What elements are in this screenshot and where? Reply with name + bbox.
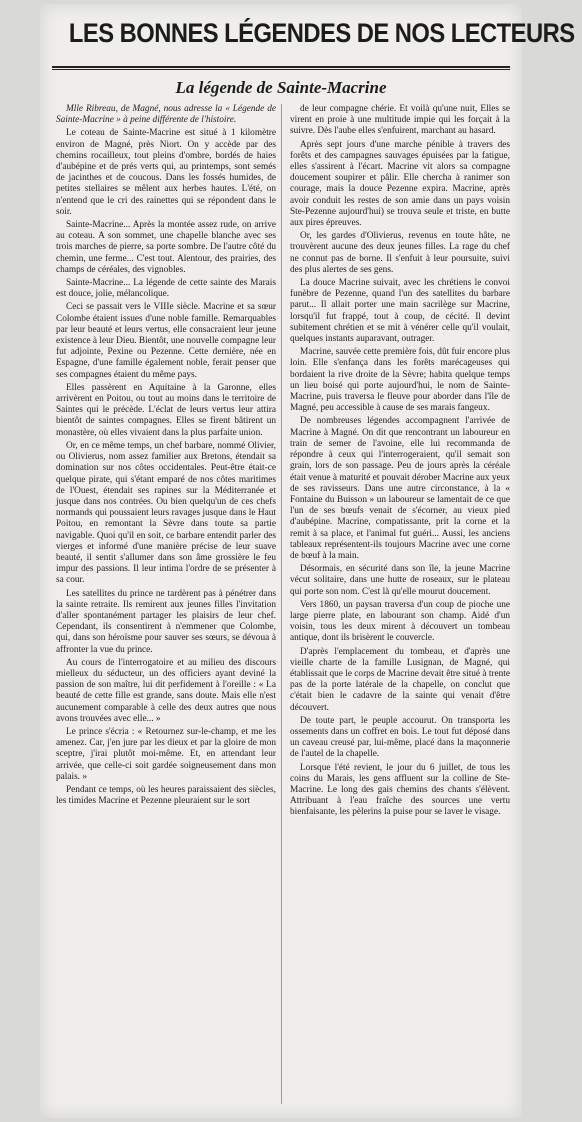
paragraph: Vers 1860, un paysan traversa d'un coup de pioche une large pierre plate, en labourant son champ. Aidé d'un voisin, tous les deux mirent à découvert un tombeau antique, dont ils brisèrent le couvercle. — [290, 599, 510, 644]
right-column — [290, 104, 510, 1109]
paragraph: De toute part, le peuple accourut. On transporta les ossements dans un coffret en bois. Le tout fut déposé dans un caveau creusé par, lui-même, placé dans la maçonnerie de l'autel de la chapelle. — [290, 715, 510, 760]
paragraph: Ceci se passait vers le VIIIe siècle. Macrine et sa sœur Colombe étaient issues d'une noble famille. Remarquables par leur beauté et leurs vertus, elle consacraient leur jeune existence à leur Dieu. Bientôt, une nouvelle compagne leur fut adjointe, Pexine ou Pezenne. Cette dernière, née en Espagne, d'une famille également noble, ferait penser que ses compagnes étaient du même pays. — [56, 302, 276, 380]
paragraph: Le coteau de Sainte-Macrine est situé à 1 kilomètre environ de Magné, près Niort. On y accède par des chemins rocailleux, tout pleins d'ombre, bordés de haies d'aubépine et de prés verts qui, au printemps, sont semés de jacinthes et de coucous. Dans les fossés humides, de petites stellaires se mêlent aux herbes hautes. L'été, on n'entend que le cri des rainettes qui se répondent dans le soir. — [56, 128, 276, 217]
paragraph: Désormais, en sécurité dans son île, la jeune Macrine vécut solitaire, dans une hutte de roseaux, sur le plateau qui porte son nom. C'est là qu'elle mourut doucement. — [290, 564, 510, 597]
newspaper-clipping — [40, 4, 575, 1118]
headline-rule — [52, 66, 510, 68]
paragraph: Or, en ce même temps, un chef barbare, nommé Olivier, ou Olivierus, nom assez familier aux Bretons, étendait sa domination sur nos côtes occidentales. Peut-être était-ce quelque pirate, qui s'étant emparé de nos côtes maritimes de l'Ouest, étendait ses rapines sur la Méditerranée et jusque dans nos contrées. Ou bien quelqu'un de ces chefs normands qui poussaient leurs ravages jusque dans le Haut Poitou, en remontant la Sèvre dans toute sa partie navigable. Quoi qu'il en soit, ce barbare entendit parler des vierges et informé d'une manière précise de leur suave beauté, il sentit s'allumer dans son âme grossière le feu impur des passions. Il leur intima l'ordre de se présenter à sa cour. — [56, 440, 276, 586]
paragraph: Sainte-Macrine... La légende de cette sainte des Marais est douce, jolie, mélancolique. — [56, 278, 276, 300]
paragraph: Pendant ce temps, où les heures paraissaient des siècles, les timides Macrine et Pezenne pleuraient sur le sort — [56, 784, 276, 807]
paragraph: Lorsque l'été revient, le jour du 6 juillet, de tous les coins du Marais, les gens affluent sur la colline de Ste-Macrine. Le long des gais chemins des chants s'élèvent. Attribuant à l'eau fraîche des sources une vertu bienfaisante, les pèlerins la puise pour se laver le visage. — [290, 762, 510, 818]
paragraph: Les satellites du prince ne tardèrent pas à pénétrer dans la sainte retraite. Ils remirent aux jeunes filles l'invitation d'aller spontanément partager les plaisirs de leur chef. Cependant, ils consentirent à n'emmener que Colombe, qui, dans son héroïsme pour sauver ses sœurs, se dévoua à affronter la vue du prince. — [56, 588, 276, 655]
paragraph: Or, les gardes d'Olivierus, revenus en toute hâte, ne trouvèrent aucune des deux jeunes filles. La rage du chef ne connut pas de borne. Il s'enfuit à leur poursuite, suivi des plus alertes de ses gens. — [290, 231, 510, 275]
left-column — [56, 104, 276, 1109]
paragraph: D'après l'emplacement du tombeau, et d'après une vieille charte de la famille Lusignan, de Magné, qui établissait que le corps de Macrine devait être situé à trente pas de la porte latérale de la chapelle, on conclut que c'était bien le cadavre de la sainte qui venait d'être découvert. — [290, 646, 510, 713]
article-title: La légende de Sainte-Macrine — [175, 78, 387, 97]
paragraph: Macrine, sauvée cette première fois, dût fuir encore plus loin. Elle s'enfança dans les forêts marécageuses qui bordaient la rive droite de la Sèvre; habita quelque temps un lieu boisé qui porte aujourd'hui, le nom de Sainte-Macrine, puis traversa le fleuve pour aborder dans l'île de Magné, peu accessible à cause de ses marais fangeux. — [290, 347, 510, 414]
paragraph: Mlle Ribreau, de Magné, nous adresse la « Légende de Sainte-Macrine » à peine différente de l'histoire. — [56, 104, 276, 126]
paragraph: Elles passèrent en Aquitaine à la Garonne, elles arrivèrent en Poitou, ou tout au moins dans le territoire de Saintes qui le précède. L'éclat de leurs vertus leur attira bientôt de saintes compagnes. Elles se firent bâtirent un monastère, où elles vivaient dans la plus parfaite union. — [56, 382, 276, 438]
paragraph: Après sept jours d'une marche pénible à travers des forêts et des campagnes sauvages épuisées par la fatigue, elles s'assirent à l'écart. Macrine vit alors sa compagne doucement soupirer et pâlir. Elle chercha à ranimer son courage, mais la douce Pezenne expira. Macrine, après avoir conduit les restes de son amie dans un pays voisin Ste-Pezenne aujourd'hui) se trouva seule et triste, en butte aux pires épreuves. — [290, 139, 510, 229]
column-divider — [281, 104, 282, 1104]
paragraph: de leur compagne chérie. Et voilà qu'une nuit, Elles se virent en proie à une multitude impie qui les forçait à la suivre. Dès l'aube elles s'enfuirent, marchant au hasard. — [290, 104, 510, 137]
paragraph: La douce Macrine suivait, avec les chrétiens le convoi funèbre de Pezenne, quand l'un des satellites du barbare parut... Il allait porter une main sacrilège sur Macrine, lorsqu'il fut frappé, tout à coup, de cécité. Il devint subitement chrétien et se mit à vénérer celle qu'il voulait, quelques instants auparavant, outrager. — [290, 278, 510, 345]
headline-rule-thin — [52, 69, 510, 70]
paragraph: De nombreuses légendes accompagnent l'arrivée de Macrine à Magné. On dit que rencontrant un laboureur en train de semer de l'avoine, elle lui recommanda de répondre à ceux qui l'interrogeraient, qu'il semait son grain, lors de son passage. Peu de jours après la céréale était venue à maturité et pouvait dérober Macrine aux yeux de ses ravisseurs. Dans une autre circonstance, à la « Fontaine du Buisson » un laboureur se lamentait de ce que l'un de ses bœufs venait de s'écorner, au vieux pied d'aubépine. Macrine, compatissante, prit la corne et la remit à sa place, et l'animal fut guéri... Aussi, les anciens tableaux représentent-ils toujours Macrine avec une corne de bœuf à la main. — [290, 416, 510, 561]
headline: LES BONNES LÉGENDES DE NOS LECTEURS — [68, 18, 575, 48]
paragraph: Sainte-Macrine... Après la montée assez rude, on arrive au coteau. A son sommet, une chapelle blanche avec ses trois marches de pierre, sa porte sombre. De l'autre côté du chemin, une ferme... C'est tout. Alentour, des prairies, des champs de céréales, des vignobles. — [56, 220, 276, 275]
paragraph: Au cours de l'interrogatoire et au milieu des discours mielleux du séducteur, un des officiers ayant deviné la passion de son maître, lui dit perfidement à l'oreille : « La beauté de cette fille est grande, sans doute. Mais elle n'est aucunement comparable à celle des deux autres que nous avons trouvées avec elle... » — [56, 657, 276, 724]
paragraph: Le prince s'écria : « Retournez sur-le-champ, et me les amenez. Car, j'en jure par les dieux et par la gloire de mon sceptre, j'irai plutôt moi-même. Et, en attendant leur arrivée, que celle-ci soit gardée soigneusement dans mon palais. » — [56, 726, 276, 782]
